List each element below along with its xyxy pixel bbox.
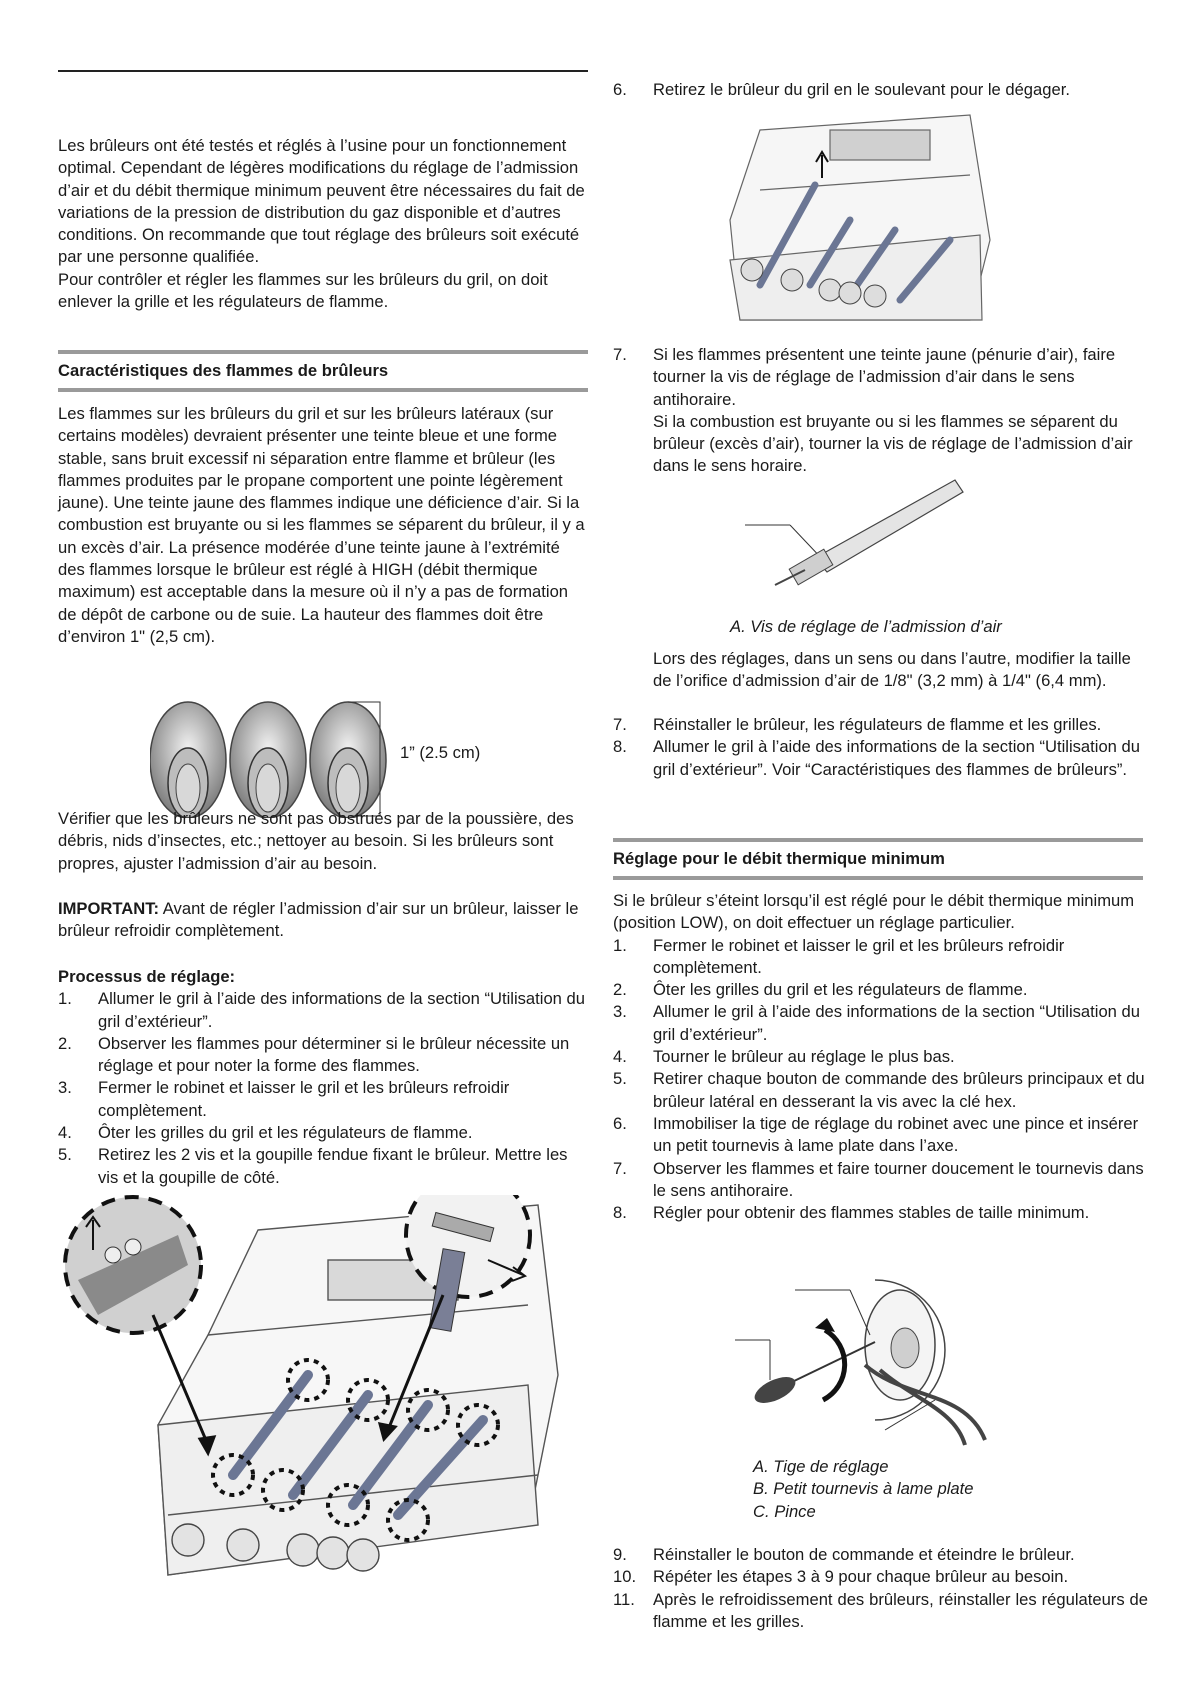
list-item: 8. Allumer le gril à l’aide des informations de la section “Utilisation du gril d’extérieur”. Voir “Caractéristiques des flammes de brûleurs”. bbox=[613, 737, 1140, 779]
intro-block bbox=[58, 135, 588, 313]
grill-removal-svg bbox=[58, 1195, 578, 1605]
caption-a: A. Tige de réglage bbox=[753, 1457, 889, 1476]
list-item: 7. Si les flammes présentent une teinte jaune (pénurie d’air), faire tourner la vis de réglage de l’admission d’air dans le sens antihoraire. Si la combustion est bruyante ou si les flammes se séparent du brûleur (excès d’air), tourner la vis de réglage de l’admission d’air dans le sens horaire. bbox=[613, 345, 1133, 476]
list-item: 8. Régler pour obtenir des flammes stables de taille minimum. bbox=[613, 1203, 1090, 1223]
list-item: 6. Retirez le brûleur du gril en le soulevant pour le dégager. bbox=[613, 80, 1070, 99]
list-item: 11. Après le refroidissement des brûleurs, réinstaller les régulateurs de flamme et les grilles. bbox=[613, 1589, 1148, 1631]
process-block bbox=[58, 966, 588, 1189]
list-item: 3. Allumer le gril à l’aide des informations de la section “Utilisation du gril d’extérieur”. bbox=[613, 1002, 1140, 1044]
list-item: 5. Retirer chaque bouton de commande des brûleurs principaux et du brûleur latéral en desserant la vis avec la clé hex. bbox=[613, 1069, 1145, 1111]
important-text: Avant de régler l’admission d’air sur un brûleur, laisser le brûleur refroidir complètement. bbox=[58, 899, 579, 941]
valve-adjust-svg bbox=[735, 1270, 1005, 1450]
list-item: 7. Réinstaller le brûleur, les régulateurs de flamme et les grilles. bbox=[613, 715, 1102, 734]
process-title: Processus de réglage: bbox=[58, 967, 236, 986]
list-item: 1. Fermer le robinet et laisser le gril et les brûleurs refroidir complètement. bbox=[613, 935, 1065, 977]
step-7-block bbox=[613, 344, 1148, 478]
verify-paragraph: Vérifier que les brûleurs ne sont pas obstrués par de la poussière, des débris, nids d’insectes, etc.; nettoyer au besoin. Si les brûleurs sont propres, ajuster l’admission d’air au besoin. bbox=[58, 809, 574, 873]
burner-lift-svg bbox=[720, 110, 1010, 325]
flames-paragraph: Les flammes sur les brûleurs du gril et sur les brûleurs latéraux (sur certains modèles) devraient présenter une teinte bleue et une forme stable, sans bruit excessif ni séparation entre flamme et brûleur (les flammes produites par le propane comportent une pointe légèrement jaune). Une teinte jaune des flammes indique une déficience d’air. Si la combustion est bruyante ou si les flammes se séparent du brûleur, il y a un excès d’air. La présence modérée d’une teinte jaune à l’extrémité des flammes lorsque le brûleur est réglé à HIGH (débit thermique maximum) est acceptable dans la mesure où il n’y a pas de formation de dépôt de carbone ou de suie. La hauteur des flammes doit être d’environ 1" (2,5 cm). bbox=[58, 404, 585, 646]
verify-block bbox=[58, 808, 593, 875]
list-item: 5. Retirez les 2 vis et la goupille fendue fixant le brûleur. Mettre les vis et la goupille de côté. bbox=[58, 1145, 568, 1187]
caption-b: B. Petit tournevis à lame plate bbox=[753, 1479, 974, 1499]
list-item: 4. Ôter les grilles du gril et les régulateurs de flamme. bbox=[58, 1123, 473, 1143]
list-item: 6. Immobiliser la tige de réglage du robinet avec une pince et insérer un petit tournevis à lame plate dans l’axe. bbox=[613, 1113, 1139, 1156]
list-item: 3. Fermer le robinet et laisser le gril et les brûleurs refroidir complètement. bbox=[58, 1078, 510, 1120]
flame-shape bbox=[230, 702, 306, 818]
caption-c: C. Pince bbox=[753, 1501, 816, 1521]
list-item: 10. Répéter les étapes 3 à 9 pour chaque brûleur au besoin. bbox=[613, 1567, 1069, 1587]
valve-adjust-figure bbox=[735, 1270, 1005, 1450]
air-screw-figure bbox=[745, 470, 975, 600]
important-block bbox=[58, 898, 593, 943]
list-item: 1. Allumer le gril à l’aide des informations de la section “Utilisation du gril d’extérieur”. bbox=[58, 989, 585, 1031]
flames-block bbox=[58, 403, 588, 648]
list-item: 4. Tourner le brûleur au réglage le plus bas. bbox=[613, 1047, 955, 1067]
burner-lift-figure bbox=[720, 110, 1010, 325]
flame-shape bbox=[150, 702, 226, 818]
important-paragraph bbox=[58, 898, 593, 943]
section-title-flames: Caractéristiques des flammes de brûleurs bbox=[58, 350, 588, 392]
adjust-note-block bbox=[653, 648, 1148, 693]
low-block bbox=[613, 890, 1148, 1224]
flame-height-figure bbox=[150, 688, 550, 818]
grill-removal-figure bbox=[58, 1195, 578, 1605]
list-item: 9. Réinstaller le bouton de commande et éteindre le brûleur. bbox=[613, 1545, 1075, 1564]
step-6-block bbox=[613, 79, 1148, 101]
intro-paragraph-2: Pour contrôler et régler les flammes sur les brûleurs du gril, on doit enlever la grille et les régulateurs de flamme. bbox=[58, 269, 548, 312]
top-rule bbox=[58, 70, 588, 72]
process-steps bbox=[58, 988, 588, 1189]
list-item: 2. Ôter les grilles du gril et les régulateurs de flamme. bbox=[613, 980, 1028, 1000]
section-title-low: Réglage pour le débit thermique minimum bbox=[613, 838, 1143, 880]
list-item: 7. Observer les flammes et faire tourner doucement le tournevis dans le sens antihoraire. bbox=[613, 1158, 1144, 1200]
caption-list bbox=[753, 1456, 973, 1523]
flame-height-svg bbox=[150, 688, 550, 818]
list-item: 2. Observer les flammes pour déterminer si le brûleur nécessite un réglage et pour noter la forme des flammes. bbox=[58, 1033, 570, 1076]
low-steps bbox=[613, 935, 1148, 1225]
steps-7-8-block bbox=[613, 714, 1148, 781]
caption-air-screw: A. Vis de réglage de l’admission d’air bbox=[730, 617, 1002, 636]
flame-dimension-label: 1” (2.5 cm) bbox=[400, 743, 481, 762]
flame-shape bbox=[310, 702, 386, 818]
final-steps-block bbox=[613, 1544, 1148, 1633]
intro-paragraph: Les brûleurs ont été testés et réglés à l’usine pour un fonctionnement optimal. Cependant de légères modifications du réglage de l’admission d’air et du débit thermique minimum peuvent être nécessaires du fait de variations de la pression de distribution du gaz disponible et d’autres conditions. On recommande que tout réglage des brûleurs soit exécuté par une personne qualifiée. bbox=[58, 136, 585, 267]
zoom-circle-screws bbox=[65, 1197, 201, 1333]
important-label: IMPORTANT: bbox=[58, 899, 160, 918]
low-intro: Si le brûleur s’éteint lorsqu’il est réglé pour le débit thermique minimum (position LOW), on doit effectuer un réglage particulier. bbox=[613, 891, 1135, 933]
adjust-note: Lors des réglages, dans un sens ou dans l’autre, modifier la taille de l’orifice d’admission d’air de 1/8" (3,2 mm) à 1/4" (6,4 mm). bbox=[653, 649, 1131, 691]
air-screw-svg bbox=[745, 470, 975, 600]
